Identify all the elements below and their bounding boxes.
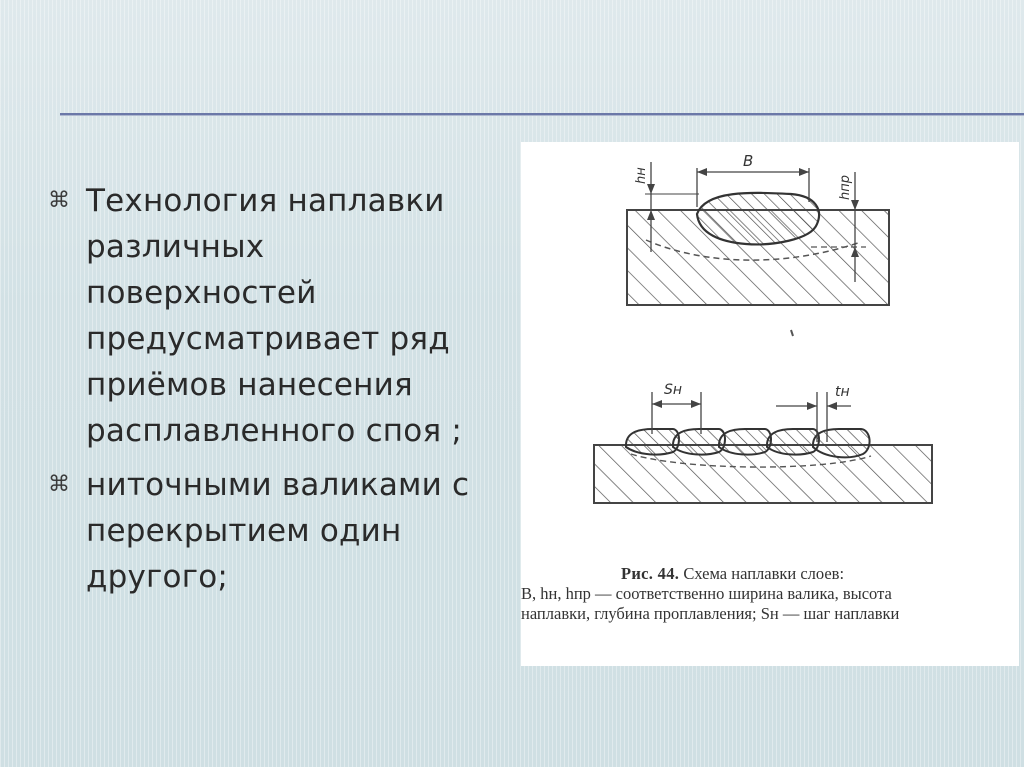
label-h-pr: hпр bbox=[838, 175, 853, 200]
bullet-item bbox=[44, 462, 494, 600]
label-t-n: tн bbox=[835, 384, 850, 400]
lower-weld-beads bbox=[626, 429, 870, 457]
bullet-text: ниточными валиками с перекрытием один другого; bbox=[86, 467, 470, 595]
figure-caption bbox=[521, 564, 1019, 624]
label-S-n: Sн bbox=[664, 382, 683, 398]
label-h-n: hн bbox=[634, 167, 649, 184]
bullet-item bbox=[44, 178, 494, 454]
label-B: B bbox=[743, 152, 754, 170]
welding-diagram bbox=[521, 142, 1019, 562]
caption-title: Схема наплавки слоев: bbox=[683, 564, 845, 583]
caption-figure-label: Рис. 44. bbox=[621, 564, 680, 583]
caption-line-3: наплавки, глубина проплавления; Sн — шаг наплавки bbox=[521, 604, 900, 623]
title-divider-shadow bbox=[60, 115, 1024, 116]
welding-diagram-figure bbox=[521, 142, 1019, 666]
bullet-list bbox=[44, 178, 494, 608]
bullet-marker-icon: ⌘ bbox=[48, 188, 71, 213]
upper-weld-bead bbox=[697, 193, 819, 244]
bullet-text: Технология наплавки различных поверхностей предусматривает ряд приёмов нанесения расплавленного споя ; bbox=[86, 183, 462, 449]
bullet-marker-icon: ⌘ bbox=[48, 472, 71, 497]
caption-line-2: B, hн, hпр — соответственно ширина валика, высота bbox=[521, 584, 892, 603]
